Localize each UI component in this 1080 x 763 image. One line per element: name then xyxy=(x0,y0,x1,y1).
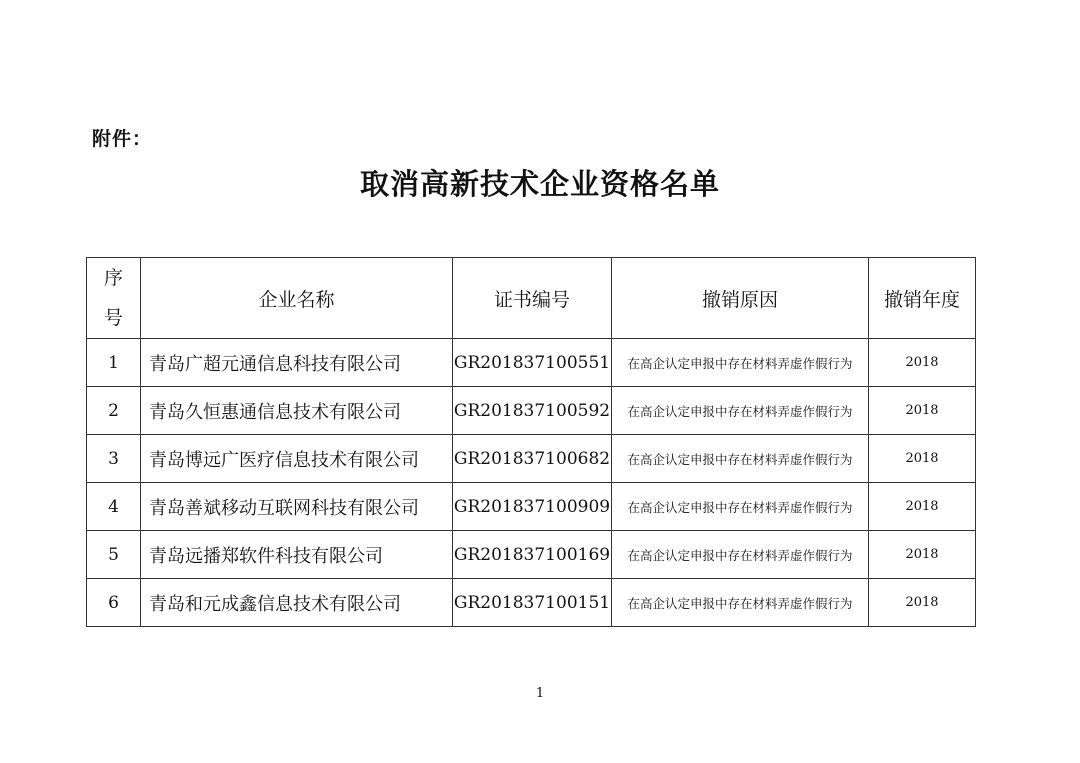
cell-year: 2018 xyxy=(869,387,976,435)
cell-reason: 在高企认定申报中存在材料弄虚作假行为 xyxy=(612,483,869,531)
cell-seq: 3 xyxy=(87,435,141,483)
cell-cert: GR201837100592 xyxy=(453,387,612,435)
cell-cert: GR201837100169 xyxy=(453,531,612,579)
table-row xyxy=(87,531,976,579)
document-title: 取消高新技术企业资格名单 xyxy=(359,167,720,201)
revocation-table xyxy=(86,257,976,627)
cell-reason: 在高企认定申报中存在材料弄虚作假行为 xyxy=(612,339,869,387)
header-reason: 撤销原因 xyxy=(612,258,869,339)
cell-reason: 在高企认定申报中存在材料弄虚作假行为 xyxy=(612,531,869,579)
cell-company: 青岛广超元通信息科技有限公司 xyxy=(141,339,453,387)
cell-seq: 1 xyxy=(87,339,141,387)
cell-company: 青岛善斌移动互联网科技有限公司 xyxy=(141,483,453,531)
cell-cert: GR201837100151 xyxy=(453,579,612,627)
cell-year: 2018 xyxy=(869,435,976,483)
cell-year: 2018 xyxy=(869,531,976,579)
header-seq-line1: 序 xyxy=(103,267,123,289)
table-row xyxy=(87,579,976,627)
cell-reason: 在高企认定申报中存在材料弄虚作假行为 xyxy=(612,387,869,435)
header-year: 撤销年度 xyxy=(869,258,976,339)
cell-company: 青岛远播郑软件科技有限公司 xyxy=(141,531,453,579)
cell-company: 青岛久恒惠通信息技术有限公司 xyxy=(141,387,453,435)
table-row xyxy=(87,483,976,531)
cell-company: 青岛和元成鑫信息技术有限公司 xyxy=(141,579,453,627)
cell-year: 2018 xyxy=(869,579,976,627)
cell-seq: 2 xyxy=(87,387,141,435)
header-seq-line2: 号 xyxy=(103,307,123,329)
header-seq xyxy=(87,258,141,339)
page-number: 1 xyxy=(535,686,545,701)
cell-cert: GR201837100551 xyxy=(453,339,612,387)
cell-cert: GR201837100909 xyxy=(453,483,612,531)
table-row xyxy=(87,387,976,435)
header-company: 企业名称 xyxy=(141,258,453,339)
table-header-row xyxy=(87,258,976,339)
cell-company: 青岛博远广医疗信息技术有限公司 xyxy=(141,435,453,483)
cell-year: 2018 xyxy=(869,483,976,531)
cell-reason: 在高企认定申报中存在材料弄虚作假行为 xyxy=(612,579,869,627)
cell-year: 2018 xyxy=(869,339,976,387)
cell-reason: 在高企认定申报中存在材料弄虚作假行为 xyxy=(612,435,869,483)
attachment-label: 附件： xyxy=(92,128,153,150)
table-row xyxy=(87,339,976,387)
header-cert: 证书编号 xyxy=(453,258,612,339)
table-row xyxy=(87,435,976,483)
cell-seq: 6 xyxy=(87,579,141,627)
cell-cert: GR201837100682 xyxy=(453,435,612,483)
cell-seq: 5 xyxy=(87,531,141,579)
cell-seq: 4 xyxy=(87,483,141,531)
